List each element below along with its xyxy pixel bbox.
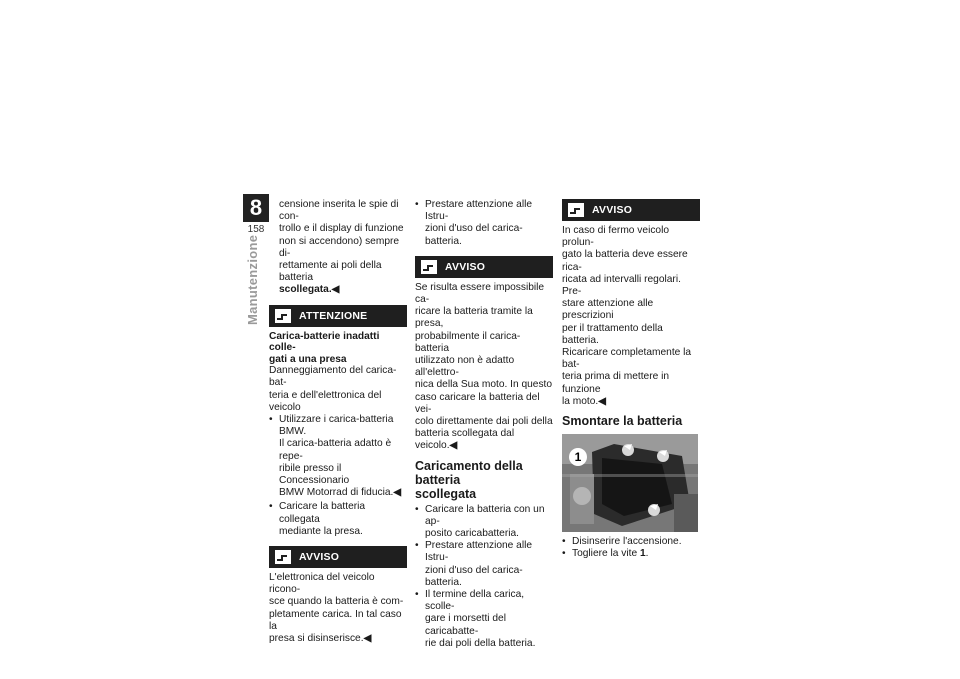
notice-bar [269, 546, 407, 568]
text-line: la moto. [562, 395, 599, 407]
chapter-number-tab: 8 [243, 194, 269, 222]
list-item [415, 589, 553, 650]
hand-warning-icon [421, 260, 437, 274]
text-line: nica della Sua moto. In questo [415, 379, 553, 391]
text-line: gato la batteria deve essere rica- [562, 249, 688, 273]
text-line: pletamente carica. In tal caso la [269, 608, 402, 632]
intro-text [269, 199, 407, 297]
notice-bar [415, 256, 553, 278]
end-mark-icon: ◀ [331, 284, 340, 296]
section-heading: Smontare la batteria [562, 414, 683, 429]
hand-warning-icon [568, 203, 584, 217]
end-mark-icon: ◀ [598, 395, 607, 407]
text-line: ricata ad intervalli regolari. Pre- [562, 273, 681, 298]
text-line: gare i morsetti del caricabatte- [425, 613, 506, 637]
text-line: • Prestare attenzione alle Istru- [425, 199, 533, 223]
list-item [415, 504, 553, 541]
text-line: Ricaricare completamente la bat- [562, 347, 692, 371]
text-line: Togliere la vite [572, 548, 638, 560]
notice-bar [562, 199, 700, 221]
text-line: • Caricare la batteria collegata [279, 501, 366, 525]
text-line: mediante la presa. [279, 525, 363, 537]
text-line: L'elettronica del veicolo ricono- [269, 571, 375, 596]
text-line: teria prima di mettere in funzione [562, 371, 670, 395]
notice-title: AVVISO [299, 550, 340, 563]
list-item [269, 414, 407, 499]
text-line: presa si disinserisce. [269, 632, 364, 644]
text-line: caso caricare la batteria del vei- [415, 391, 540, 415]
text-line: trollo e il display di funzione [279, 223, 404, 235]
text-line: Il carica-batteria adatto è repe- [279, 438, 392, 462]
text-line: • Disinserire l'accensione. [572, 536, 682, 548]
attention-title: ATTENZIONE [299, 309, 368, 322]
text-line: Danneggiamento del carica-bat- [269, 365, 397, 389]
text-line: per il trattamento della batteria. [562, 322, 663, 346]
text-line: rie dai poli della batteria. [425, 637, 536, 649]
text-line [562, 396, 700, 408]
photo-callout: 1 [569, 448, 587, 466]
page-number: 158 [247, 224, 265, 235]
end-mark-icon: ◀ [363, 632, 372, 644]
section-heading [415, 459, 553, 501]
text-line: Se risulta essere impossibile ca- [415, 281, 545, 306]
text-line: ribile presso il Concessionario [279, 462, 350, 486]
notice-title: AVVISO [445, 260, 486, 273]
period: . [645, 548, 649, 560]
text-line: zioni d'uso del carica-batteria. [425, 564, 523, 588]
list-item [415, 199, 553, 248]
text-line: batteria scollegata dal veicolo. [415, 428, 515, 452]
text-line: BMW Motorrad di fiducia. [279, 487, 394, 499]
text-line: posito caricabatteria. [425, 528, 520, 540]
end-mark-icon: ◀ [393, 487, 402, 499]
screw-reference: 1 [639, 548, 646, 560]
heading-line: Caricamento della batteria [415, 458, 523, 487]
text-line: colo direttamente dai poli della [415, 416, 553, 428]
text-line [572, 548, 700, 560]
intro-bold: scollegata. [279, 284, 332, 296]
attention-subhead: gati a una presa [269, 353, 347, 365]
end-mark-icon: ◀ [449, 440, 458, 452]
list-item [562, 536, 700, 548]
hand-warning-icon [275, 309, 291, 323]
text-line: non si accendono) sempre di- [279, 235, 400, 259]
text-line: censione inserita le spie di con- [279, 199, 399, 223]
battery-photo [562, 434, 698, 532]
column-3 [562, 199, 700, 560]
hand-warning-icon [275, 550, 291, 564]
text-line: • Caricare la batteria con un ap- [425, 503, 545, 527]
attention-bar [269, 305, 407, 327]
text-line: probabilmente il carica-batteria [415, 330, 521, 354]
list-item [415, 540, 553, 589]
notice-title: AVVISO [592, 203, 633, 216]
text-line: rettamente ai poli della batteria [279, 260, 382, 284]
text-line: • Il termine della carica, scolle- [425, 589, 525, 613]
text-line [279, 284, 407, 296]
list-item [269, 501, 407, 538]
text-line: In caso di fermo veicolo prolun- [562, 225, 670, 249]
text-line: ricare la batteria tramite la presa, [415, 306, 533, 330]
text-line: utilizzato non è adatto all'elettro- [415, 355, 515, 379]
text-line: teria e dell'elettronica del veicolo [269, 389, 382, 413]
column-2 [415, 199, 553, 650]
text-line: • Prestare attenzione alle Istru- [425, 540, 533, 564]
text-line [415, 428, 553, 452]
text-line [279, 487, 407, 499]
text-line: • Utilizzare i carica-batteria BMW. [279, 413, 394, 438]
text-line: zioni d'uso del carica-batteria. [425, 223, 523, 247]
text-line [269, 633, 407, 645]
list-item [562, 548, 700, 560]
chapter-side-title: Manutenzione [245, 234, 260, 325]
text-line: stare attenzione alle prescrizioni [562, 298, 654, 322]
column-1 [269, 199, 407, 645]
text-line: sce quando la batteria è com- [269, 596, 404, 608]
heading-line: scollegata [415, 486, 477, 501]
attention-subhead: Carica-batterie inadatti colle- [269, 330, 380, 354]
